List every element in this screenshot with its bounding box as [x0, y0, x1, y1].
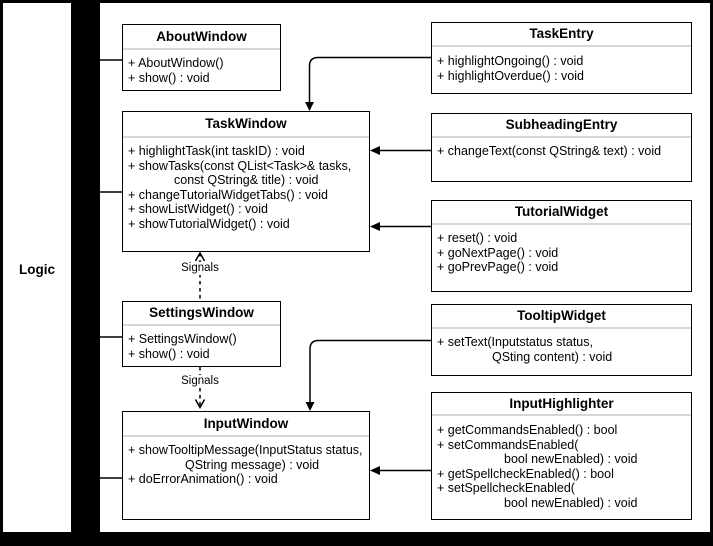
method-line: + changeTutorialWidgetTabs() : void: [128, 187, 328, 202]
method-line-continuation: bool newEnabled) : void: [504, 452, 638, 466]
logic-node-label: Logic: [19, 262, 55, 277]
class-box-inputwindow: [122, 411, 370, 520]
class-box-subheadingentry: [431, 113, 692, 182]
class-box-settingswindow: [122, 301, 281, 367]
class-title-settingswindow: SettingsWindow: [123, 302, 280, 326]
method-line: + showTasks(const QList<Task>& tasks,: [128, 158, 352, 173]
class-title-tutorialwidget: TutorialWidget: [432, 201, 691, 225]
method-line-continuation: QString message) : void: [185, 457, 320, 472]
method-line: + goNextPage() : void: [437, 245, 559, 260]
method-line-continuation: const QString& title) : void: [174, 173, 319, 187]
class-box-tooltipwidget: [431, 304, 692, 376]
method-line: + AboutWindow(): [128, 56, 224, 70]
method-line: + setText(Inputstatus status,: [437, 335, 593, 349]
method-line: + goPrevPage() : void: [437, 260, 559, 274]
signals-label-top: Signals: [181, 262, 219, 274]
logic-separator-bar: [71, 0, 100, 546]
class-box-aboutwindow: [122, 24, 281, 91]
method-line: + getCommandsEnabled() : bool: [437, 423, 618, 437]
method-line: + getSpellcheckEnabled() : bool: [437, 466, 614, 481]
method-line: + SettingsWindow(): [128, 332, 237, 346]
method-line-continuation: QSting content) : void: [492, 349, 613, 364]
method-line: + showTutorialWidget() : void: [128, 216, 290, 231]
class-title-aboutwindow: AboutWindow: [123, 25, 280, 50]
method-line: + setSpellcheckEnabled(: [437, 481, 575, 495]
class-title-tooltipwidget: TooltipWidget: [432, 305, 691, 329]
method-line: + highlightOverdue() : void: [437, 68, 584, 83]
method-line: + doErrorAnimation() : void: [128, 472, 278, 486]
method-line: + reset() : void: [437, 231, 518, 245]
class-title-subheadingentry: SubheadingEntry: [432, 114, 691, 138]
class-box-inputhighlighter: [431, 392, 692, 520]
method-line: + show() : void: [128, 346, 210, 361]
method-line-continuation: bool newEnabled) : void: [504, 495, 638, 510]
signals-label-bottom: Signals: [181, 375, 219, 387]
class-box-taskwindow: [122, 111, 370, 252]
method-line: + setCommandsEnabled(: [437, 437, 579, 452]
class-box-tutorialwidget: [431, 200, 692, 292]
method-line: + showTooltipMessage(InputStatus status,: [128, 443, 363, 457]
class-title-taskentry: TaskEntry: [432, 23, 691, 47]
method-line: + showListWidget() : void: [128, 202, 268, 216]
method-line: + show() : void: [128, 70, 210, 85]
class-title-inputwindow: InputWindow: [123, 412, 369, 437]
class-title-inputhighlighter: InputHighlighter: [432, 393, 691, 416]
method-line: + changeText(const QString& text) : void: [437, 144, 662, 158]
class-box-taskentry: [431, 22, 692, 94]
method-line: + highlightTask(int taskID) : void: [128, 144, 305, 158]
method-line: + highlightOngoing() : void: [437, 54, 584, 68]
class-title-taskwindow: TaskWindow: [123, 112, 369, 138]
